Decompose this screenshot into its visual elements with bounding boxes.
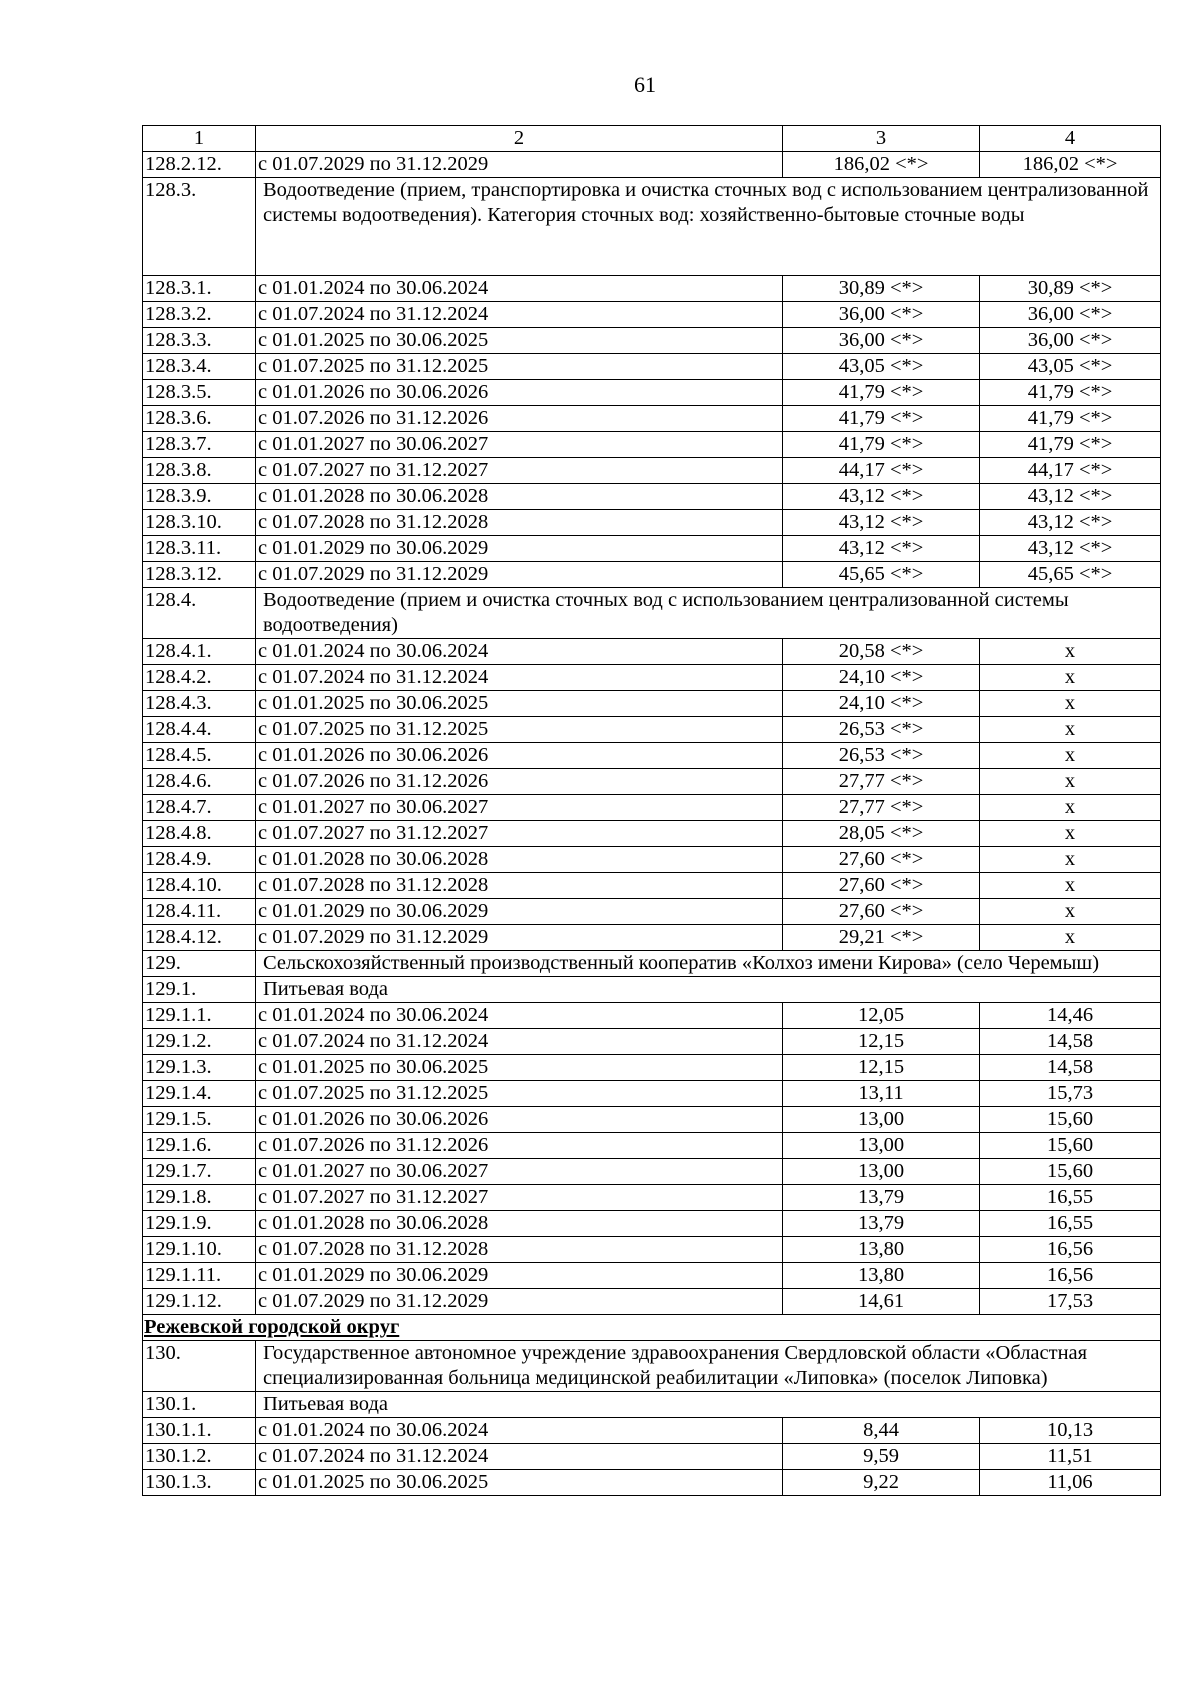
section-row [143, 951, 1161, 977]
tariff-value-col4: 45,65 <*> [980, 562, 1161, 588]
row-period: с 01.07.2029 по 31.12.2029 [256, 152, 783, 178]
row-period: с 01.07.2024 по 31.12.2024 [256, 1029, 783, 1055]
row-period: с 01.07.2026 по 31.12.2026 [256, 406, 783, 432]
table-row [143, 691, 1161, 717]
row-number: 128.4.3. [143, 691, 256, 717]
row-number: 128.4.6. [143, 769, 256, 795]
table-row [143, 665, 1161, 691]
tariff-value-col4: 14,58 [980, 1029, 1161, 1055]
table-row [143, 432, 1161, 458]
row-period: с 01.01.2027 по 30.06.2027 [256, 1159, 783, 1185]
row-number: 130.1. [143, 1392, 256, 1418]
table-row [143, 1444, 1161, 1470]
row-number: 128.3.2. [143, 302, 256, 328]
column-number-4: 4 [980, 126, 1161, 152]
table-row [143, 821, 1161, 847]
row-number: 128.3.6. [143, 406, 256, 432]
tariff-value-col4: x [980, 691, 1161, 717]
tariff-value-col3: 9,59 [783, 1444, 980, 1470]
row-number: 129.1. [143, 977, 256, 1003]
row-period: с 01.01.2028 по 30.06.2028 [256, 847, 783, 873]
tariff-value-col3: 36,00 <*> [783, 302, 980, 328]
tariff-value-col4: 11,51 [980, 1444, 1161, 1470]
table-row [143, 1159, 1161, 1185]
tariff-value-col3: 24,10 <*> [783, 691, 980, 717]
section-description: Питьевая вода [256, 977, 1161, 1003]
table-row [143, 1029, 1161, 1055]
table-row [143, 276, 1161, 302]
tariff-value-col4: 43,12 <*> [980, 536, 1161, 562]
table-row [143, 795, 1161, 821]
row-number: 129.1.1. [143, 1003, 256, 1029]
row-period: с 01.01.2026 по 30.06.2026 [256, 380, 783, 406]
tariff-value-col3: 44,17 <*> [783, 458, 980, 484]
row-number: 128.4.11. [143, 899, 256, 925]
section-description: Водоотведение (прием и очистка сточных вод с использованием централизованной системы водоотведения) [256, 588, 1161, 639]
row-number: 128.3.10. [143, 510, 256, 536]
row-period: с 01.01.2025 по 30.06.2025 [256, 691, 783, 717]
row-number: 130. [143, 1341, 256, 1392]
tariff-value-col3: 36,00 <*> [783, 328, 980, 354]
section-description: Сельскохозяйственный производственный кооператив «Колхоз имени Кирова» (село Черемыш) [256, 951, 1161, 977]
tariff-value-col4: 43,12 <*> [980, 484, 1161, 510]
tariff-value-col3: 43,12 <*> [783, 536, 980, 562]
table-row [143, 562, 1161, 588]
row-period: с 01.07.2027 по 31.12.2027 [256, 458, 783, 484]
tariff-value-col4: 43,05 <*> [980, 354, 1161, 380]
table-row [143, 484, 1161, 510]
row-number: 129.1.11. [143, 1263, 256, 1289]
tariff-value-col3: 12,05 [783, 1003, 980, 1029]
row-number: 128.4.9. [143, 847, 256, 873]
row-number: 128.3.1. [143, 276, 256, 302]
table-row [143, 536, 1161, 562]
tariff-value-col3: 9,22 [783, 1470, 980, 1496]
tariff-value-col4: 15,60 [980, 1159, 1161, 1185]
table-row [143, 1418, 1161, 1444]
table-row [143, 1470, 1161, 1496]
tariff-value-col3: 27,60 <*> [783, 847, 980, 873]
row-number: 129.1.12. [143, 1289, 256, 1315]
row-period: с 01.01.2029 по 30.06.2029 [256, 536, 783, 562]
row-number: 129.1.7. [143, 1159, 256, 1185]
table-row [143, 510, 1161, 536]
tariff-value-col3: 26,53 <*> [783, 743, 980, 769]
tariff-value-col3: 13,80 [783, 1237, 980, 1263]
table-row [143, 1185, 1161, 1211]
table-row [143, 1003, 1161, 1029]
row-period: с 01.07.2025 по 31.12.2025 [256, 354, 783, 380]
table-row [143, 743, 1161, 769]
section-row [143, 1392, 1161, 1418]
tariff-value-col3: 14,61 [783, 1289, 980, 1315]
row-number: 128.3.9. [143, 484, 256, 510]
tariff-value-col4: x [980, 743, 1161, 769]
table-row [143, 639, 1161, 665]
tariff-value-col3: 43,05 <*> [783, 354, 980, 380]
section-description: Питьевая вода [256, 1392, 1161, 1418]
row-number: 128.3.11. [143, 536, 256, 562]
row-period: с 01.01.2029 по 30.06.2029 [256, 899, 783, 925]
tariff-value-col4: 186,02 <*> [980, 152, 1161, 178]
tariff-value-col4: 16,55 [980, 1211, 1161, 1237]
tariff-value-col4: 10,13 [980, 1418, 1161, 1444]
row-number: 129.1.2. [143, 1029, 256, 1055]
row-number: 128.4.12. [143, 925, 256, 951]
table-row [143, 1081, 1161, 1107]
table-row [143, 1107, 1161, 1133]
row-period: с 01.01.2029 по 30.06.2029 [256, 1263, 783, 1289]
tariff-value-col4: 36,00 <*> [980, 302, 1161, 328]
tariff-value-col4: 44,17 <*> [980, 458, 1161, 484]
row-number: 129. [143, 951, 256, 977]
row-number: 128.4.2. [143, 665, 256, 691]
row-period: с 01.01.2025 по 30.06.2025 [256, 1055, 783, 1081]
tariff-value-col3: 30,89 <*> [783, 276, 980, 302]
row-period: с 01.01.2026 по 30.06.2026 [256, 743, 783, 769]
row-period: с 01.07.2024 по 31.12.2024 [256, 302, 783, 328]
tariff-value-col3: 26,53 <*> [783, 717, 980, 743]
tariff-value-col4: x [980, 717, 1161, 743]
row-period: с 01.07.2026 по 31.12.2026 [256, 769, 783, 795]
tariff-value-col3: 12,15 [783, 1055, 980, 1081]
row-number: 129.1.4. [143, 1081, 256, 1107]
row-number: 128.4. [143, 588, 256, 639]
tariff-value-col3: 45,65 <*> [783, 562, 980, 588]
row-period: с 01.01.2024 по 30.06.2024 [256, 1003, 783, 1029]
tariff-value-col4: 16,56 [980, 1263, 1161, 1289]
table-row [143, 380, 1161, 406]
tariff-value-col4: x [980, 665, 1161, 691]
column-number-2: 2 [256, 126, 783, 152]
row-number: 130.1.3. [143, 1470, 256, 1496]
region-heading-row [143, 1315, 1161, 1341]
row-number: 128.4.5. [143, 743, 256, 769]
row-period: с 01.01.2024 по 30.06.2024 [256, 276, 783, 302]
tariff-value-col4: x [980, 769, 1161, 795]
row-period: с 01.07.2026 по 31.12.2026 [256, 1133, 783, 1159]
row-period: с 01.01.2028 по 30.06.2028 [256, 484, 783, 510]
tariff-value-col3: 24,10 <*> [783, 665, 980, 691]
table-row [143, 1133, 1161, 1159]
table-row [143, 873, 1161, 899]
row-period: с 01.01.2025 по 30.06.2025 [256, 1470, 783, 1496]
tariff-value-col3: 41,79 <*> [783, 432, 980, 458]
table-row [143, 1055, 1161, 1081]
tariff-value-col3: 43,12 <*> [783, 484, 980, 510]
table-row [143, 925, 1161, 951]
row-period: с 01.01.2028 по 30.06.2028 [256, 1211, 783, 1237]
tariff-value-col4: 41,79 <*> [980, 380, 1161, 406]
row-period: с 01.07.2029 по 31.12.2029 [256, 925, 783, 951]
tariff-value-col4: 41,79 <*> [980, 432, 1161, 458]
table-row [143, 847, 1161, 873]
tariff-value-col3: 13,11 [783, 1081, 980, 1107]
table-row [143, 1211, 1161, 1237]
tariff-value-col3: 27,60 <*> [783, 873, 980, 899]
tariff-value-col3: 13,00 [783, 1107, 980, 1133]
column-number-row [143, 126, 1161, 152]
row-period: с 01.07.2024 по 31.12.2024 [256, 665, 783, 691]
section-row [143, 588, 1161, 639]
row-number: 128.3.7. [143, 432, 256, 458]
table-row [143, 406, 1161, 432]
row-number: 128.3.3. [143, 328, 256, 354]
row-period: с 01.01.2027 по 30.06.2027 [256, 432, 783, 458]
tariff-value-col4: 11,06 [980, 1470, 1161, 1496]
tariff-value-col4: x [980, 873, 1161, 899]
row-number: 128.3.4. [143, 354, 256, 380]
row-number: 128.4.1. [143, 639, 256, 665]
table-row [143, 1289, 1161, 1315]
section-row [143, 1341, 1161, 1392]
table-row [143, 769, 1161, 795]
row-period: с 01.01.2024 по 30.06.2024 [256, 1418, 783, 1444]
tariff-value-col4: x [980, 847, 1161, 873]
row-number: 128.3. [143, 178, 256, 276]
tariff-value-col3: 27,77 <*> [783, 795, 980, 821]
row-period: с 01.01.2026 по 30.06.2026 [256, 1107, 783, 1133]
tariff-value-col3: 27,60 <*> [783, 899, 980, 925]
tariff-value-col3: 27,77 <*> [783, 769, 980, 795]
table-row [143, 152, 1161, 178]
tariff-value-col4: x [980, 795, 1161, 821]
tariff-value-col4: 14,58 [980, 1055, 1161, 1081]
table-row [143, 717, 1161, 743]
row-period: с 01.01.2027 по 30.06.2027 [256, 795, 783, 821]
tariff-value-col3: 20,58 <*> [783, 639, 980, 665]
row-period: с 01.07.2029 по 31.12.2029 [256, 1289, 783, 1315]
row-period: с 01.07.2027 по 31.12.2027 [256, 821, 783, 847]
row-number: 129.1.10. [143, 1237, 256, 1263]
row-period: с 01.07.2028 по 31.12.2028 [256, 510, 783, 536]
tariff-value-col3: 13,79 [783, 1211, 980, 1237]
tariff-value-col4: x [980, 899, 1161, 925]
section-row [143, 178, 1161, 276]
column-number-3: 3 [783, 126, 980, 152]
table-row [143, 354, 1161, 380]
row-number: 130.1.2. [143, 1444, 256, 1470]
tariff-value-col4: 15,60 [980, 1107, 1161, 1133]
row-number: 128.3.8. [143, 458, 256, 484]
tariff-value-col3: 13,00 [783, 1133, 980, 1159]
row-number: 128.4.8. [143, 821, 256, 847]
table-row [143, 1237, 1161, 1263]
tariff-value-col4: 36,00 <*> [980, 328, 1161, 354]
tariff-value-col4: 16,55 [980, 1185, 1161, 1211]
section-description: Водоотведение (прием, транспортировка и очистка сточных вод с использованием централизованной системы водоотведения). Категория сточных вод: хозяйственно-бытовые сточные воды [256, 178, 1161, 276]
tariff-table [142, 125, 1161, 1496]
tariff-value-col3: 13,00 [783, 1159, 980, 1185]
tariff-value-col3: 41,79 <*> [783, 380, 980, 406]
region-heading: Режевской городской округ [143, 1315, 1161, 1341]
row-period: с 01.07.2024 по 31.12.2024 [256, 1444, 783, 1470]
tariff-value-col4: x [980, 639, 1161, 665]
tariff-value-col4: 15,60 [980, 1133, 1161, 1159]
tariff-value-col4: 41,79 <*> [980, 406, 1161, 432]
row-number: 128.3.5. [143, 380, 256, 406]
row-number: 128.2.12. [143, 152, 256, 178]
tariff-value-col3: 29,21 <*> [783, 925, 980, 951]
table-row [143, 899, 1161, 925]
row-period: с 01.01.2024 по 30.06.2024 [256, 639, 783, 665]
section-description: Государственное автономное учреждение здравоохранения Свердловской области «Областная специализированная больница медицинской реабилитации «Липовка» (поселок Липовка) [256, 1341, 1161, 1392]
tariff-value-col4: x [980, 821, 1161, 847]
row-number: 129.1.6. [143, 1133, 256, 1159]
row-period: с 01.07.2029 по 31.12.2029 [256, 562, 783, 588]
row-period: с 01.07.2028 по 31.12.2028 [256, 1237, 783, 1263]
row-number: 129.1.9. [143, 1211, 256, 1237]
tariff-value-col4: x [980, 925, 1161, 951]
column-number-1: 1 [143, 126, 256, 152]
tariff-value-col3: 13,79 [783, 1185, 980, 1211]
row-number: 129.1.3. [143, 1055, 256, 1081]
tariff-value-col4: 14,46 [980, 1003, 1161, 1029]
table-row [143, 302, 1161, 328]
tariff-value-col4: 17,53 [980, 1289, 1161, 1315]
row-number: 129.1.5. [143, 1107, 256, 1133]
row-number: 128.3.12. [143, 562, 256, 588]
row-number: 128.4.4. [143, 717, 256, 743]
tariff-value-col3: 43,12 <*> [783, 510, 980, 536]
tariff-value-col4: 15,73 [980, 1081, 1161, 1107]
table-row [143, 1263, 1161, 1289]
tariff-value-col3: 41,79 <*> [783, 406, 980, 432]
row-period: с 01.01.2025 по 30.06.2025 [256, 328, 783, 354]
row-number: 128.4.10. [143, 873, 256, 899]
tariff-value-col3: 28,05 <*> [783, 821, 980, 847]
table-row [143, 328, 1161, 354]
tariff-value-col4: 30,89 <*> [980, 276, 1161, 302]
row-period: с 01.07.2025 по 31.12.2025 [256, 717, 783, 743]
tariff-value-col3: 186,02 <*> [783, 152, 980, 178]
row-number: 129.1.8. [143, 1185, 256, 1211]
row-number: 130.1.1. [143, 1418, 256, 1444]
tariff-value-col4: 43,12 <*> [980, 510, 1161, 536]
row-period: с 01.07.2027 по 31.12.2027 [256, 1185, 783, 1211]
section-row [143, 977, 1161, 1003]
page-number: 61 [634, 72, 656, 97]
row-period: с 01.07.2028 по 31.12.2028 [256, 873, 783, 899]
tariff-table-body [143, 126, 1161, 1496]
tariff-value-col3: 8,44 [783, 1418, 980, 1444]
tariff-value-col3: 13,80 [783, 1263, 980, 1289]
tariff-value-col4: 16,56 [980, 1237, 1161, 1263]
row-number: 128.4.7. [143, 795, 256, 821]
table-row [143, 458, 1161, 484]
row-period: с 01.07.2025 по 31.12.2025 [256, 1081, 783, 1107]
tariff-value-col3: 12,15 [783, 1029, 980, 1055]
